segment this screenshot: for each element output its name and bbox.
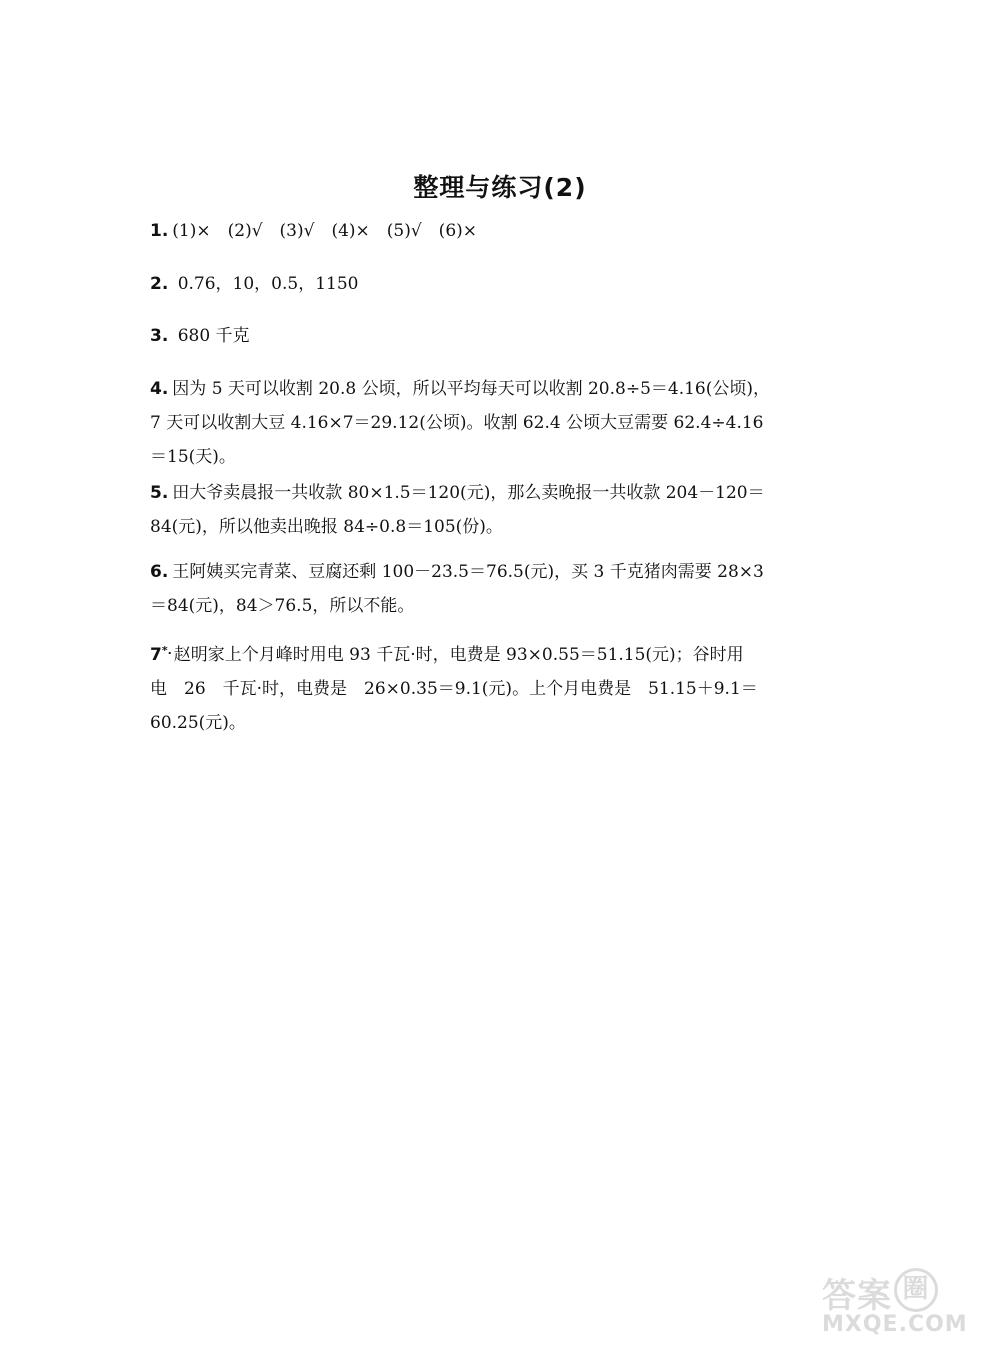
- answer-line: 60.25(元)。: [150, 713, 246, 733]
- answer-line: ＝15(天)。: [150, 447, 236, 467]
- answer-number: [150, 645, 174, 665]
- answer-text: 田大爷卖晨报一共收款 80×1.5＝120(元)，那么卖晚报一共收款 204－120＝: [172, 483, 765, 503]
- optional-star-mark: *.: [161, 644, 172, 657]
- answer-line: [150, 267, 855, 301]
- page-title: 整理与练习(2): [413, 173, 587, 202]
- site-watermark: [808, 1268, 988, 1340]
- answer-line: [150, 476, 855, 510]
- answer-line: [150, 214, 855, 248]
- answer-7: [150, 634, 855, 740]
- answer-line: [150, 634, 855, 672]
- answer-text: 赵明家上个月峰时用电 93 千瓦·时，电费是 93×0.55＝51.15(元)；谷时用: [173, 645, 744, 665]
- answer-5: [150, 476, 855, 544]
- answer-4: [150, 372, 855, 474]
- answer-number: 5.: [150, 483, 169, 503]
- answer-line: 电 26 千瓦·时，电费是 26×0.35＝9.1(元)。上个月电费是 51.15＋9.1＝: [150, 679, 758, 699]
- answer-2: [150, 267, 855, 301]
- answer-text: 王阿姨买完青菜、豆腐还剩 100－23.5＝76.5(元)，买 3 千克猪肉需要 28×3: [172, 562, 764, 582]
- answer-line: ＝84(元)，84＞76.5，所以不能。: [150, 596, 415, 616]
- answer-text: (1)× (2)√ (3)√ (4)× (5)√ (6)×: [172, 221, 478, 241]
- answer-line: [150, 555, 855, 589]
- answer-number: 2.: [150, 274, 169, 294]
- answer-line: 84(元)，所以他卖出晚报 84÷0.8＝105(份)。: [150, 517, 503, 537]
- answer-line: [150, 319, 855, 353]
- answer-text: 因为 5 天可以收割 20.8 公顷，所以平均每天可以收割 20.8÷5＝4.16(公顷)，: [172, 379, 771, 399]
- watermark-text: 答案: [822, 1276, 892, 1316]
- answer-line: [150, 372, 855, 406]
- answer-number: 4.: [150, 379, 169, 399]
- answer-1: [150, 214, 855, 248]
- answer-line: 7 天可以收割大豆 4.16×7＝29.12(公顷)。收割 62.4 公顷大豆需要 62.4÷4.16: [150, 413, 764, 433]
- answer-text: 680 千克: [177, 326, 250, 346]
- answer-number: 6.: [150, 562, 169, 582]
- answer-text: 0.76，10，0.5，1150: [177, 274, 359, 294]
- watermark-logo: [822, 1268, 938, 1317]
- watermark-circle-icon: 圈: [894, 1268, 938, 1312]
- answer-3: [150, 319, 855, 353]
- answer-6: [150, 555, 855, 623]
- answer-number: 3.: [150, 326, 169, 346]
- answer-number: 1.: [150, 221, 169, 241]
- watermark-url: MXQE.COM: [822, 1312, 968, 1337]
- answer-number-digit: 7: [150, 645, 162, 665]
